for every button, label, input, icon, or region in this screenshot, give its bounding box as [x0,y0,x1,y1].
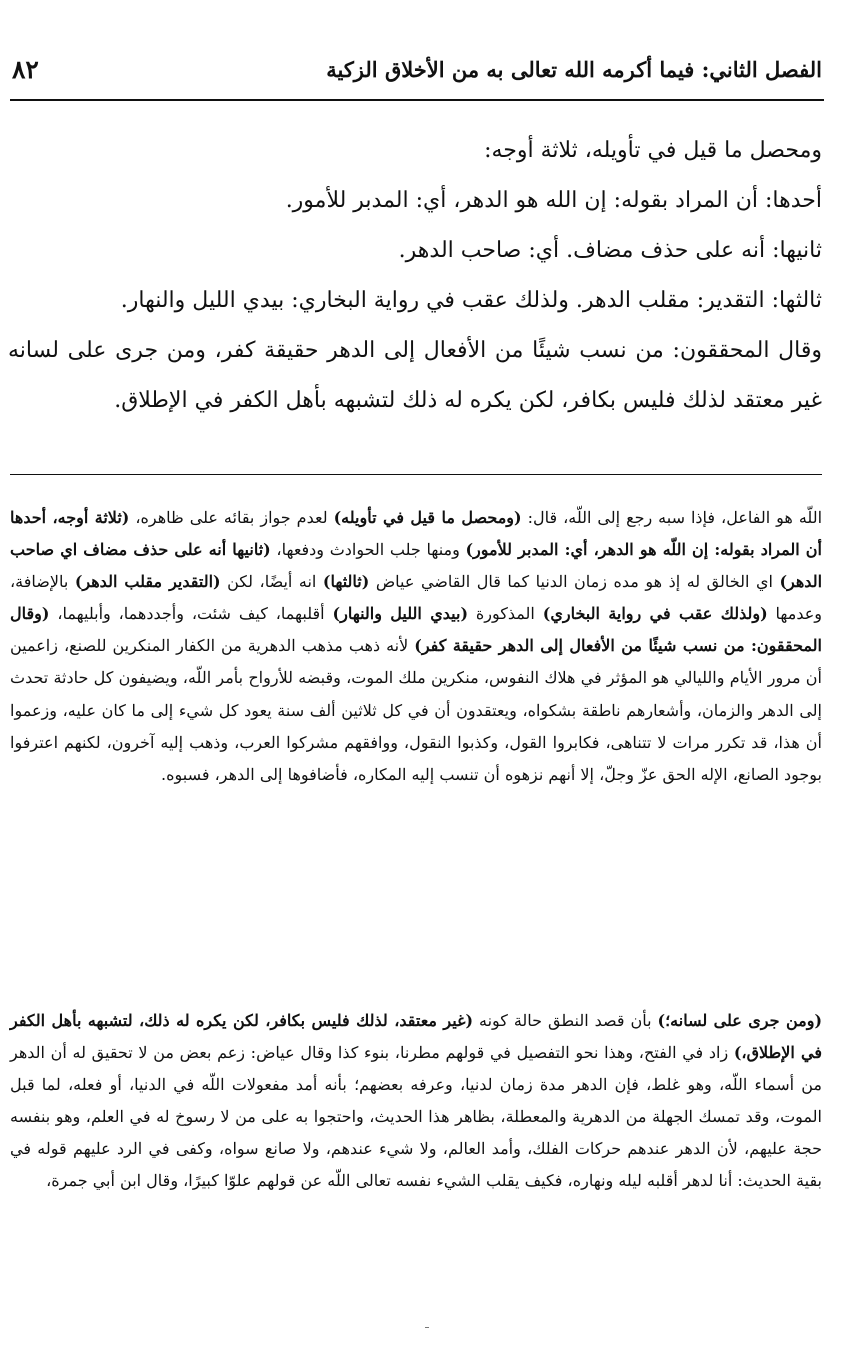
quoted-text: (وقال المحققون: من نسب شيئًا من الأفعال إلى الدهر حقيقة كفر) [10,604,823,656]
main-text-line: ومحصل ما قيل في تأويله، ثلاثة أوجه: [484,138,822,163]
main-text-line: أحدها: أن المراد بقوله: إن الله هو الدهر، أي: المدبر للأمور. [285,188,822,213]
commentary-text: أقلبهما، كيف شئت، وأجددهما، وأبليهما، [49,604,333,624]
page-header [12,55,822,95]
commentary-block [10,502,822,791]
main-text-line: ثانيها: أنه على حذف مضاف. أي: صاحب الدهر. [398,238,822,263]
commentary-text: ومنها جلب الحوادث ودفعها، [270,540,466,560]
quoted-text: (ثانيها أنه على حذف مضاف اي صاحب الدهر) [10,540,823,592]
commentary-paragraph [10,1005,822,1198]
main-text-line: ثالثها: التقدير: مقلب الدهر. ولذلك عقب في رواية البخاري: بيدي الليل والنهار. [120,288,822,313]
main-text [8,126,822,426]
header-rule [10,99,824,101]
quoted-text: (ثالثها) [322,572,370,592]
commentary-text: انه أيضًا، لكن [220,572,323,592]
quoted-text: (ثلاثة أوجه، أحدها أن المراد بقوله: إن اللّه هو الدهر، أي: المدبر للأمور) [10,508,823,560]
scan-speck [425,1327,429,1328]
commentary-text: زاد في الفتح، وهذا نحو التفصيل في قولهم مطرنا، بنوء كذا وقال عياض: زعم بعض من لا تحقيق له أن الدهر من أسماء اللّه، وهو غلط، فإن الدهر مدة زمان لدنيا، وعرفه بعضهم؛ بأنه أمد مفعولات اللّه في الدنيا، أو فعله، لما قبل الموت، وقد تمسك الجهلة من الدهرية والمعطلة، بظاهر هذا الحديث، واحتجوا به على من لا رسوخ له في العلم، وهو بنفسه حجة عليهم، لأن الدهر عندهم حركات الفلك، وأمد العالم، ولا شيء عندهم، ولا صانع سواه، وكفى في الرد عليهم قوله في بقية الحديث: أنا لدهر أقلبه ليله ونهاره، فكيف يقلب الشيء نفسه تعالى اللّه عن قولهم علوّا كبيرًا، وقال ابن أبي جمرة، [10,1043,823,1191]
page-number: ٨٢ [12,55,39,84]
quoted-text: (ومن جرى على لسانه؛) [657,1011,823,1030]
quoted-text: (ولذلك عقب في رواية البخاري) [542,604,768,624]
quoted-text: (غير معتقد، لذلك فليس بكافر، لكن يكره له ذلك، لتشبهه بأهل الكفر في الإطلاق،) [10,1011,823,1063]
commentary-text: بالإضافة، وعدمها [10,572,823,624]
commentary-text: لأنه ذهب مذهب الدهرية من الكفار المنكرين للصنع، زاعمين أن مرور الأيام والليالي هو المؤثر في هلاك النفوس، منكرين ملك الموت، وقبضه للأرواح بأمر اللّه، ويضيفون كل حادثة تحدث إلى الدهر والزمان، وأشعارهم ناطقة بشكواه، ويعتقدون أن في كل ثلاثين ألف سنة يعود كل شيء إلى ما كان عليه، وزعموا أن هذا، قد تكرر مرات لا تتناهى، فكابروا القول، وكذبوا النقول، ووافقهم مشركوا العرب، وذهب إليه آخرون، لكنهم اعترفوا بوجود الصانع، الإله الحق عزّ وجلّ، إلا أنهم نزهوه أن تنسب إليه المكاره، فأضافوها إلى الدهر، فسبوه. [10,636,822,784]
quoted-text: (التقدير مقلب الدهر) [74,572,221,592]
chapter-title: الفصل الثاني: فيما أكرمه الله تعالى به من الأخلاق الزكية [326,57,822,82]
commentary-text: المذكورة [468,604,543,624]
main-text-paragraph: وقال المحققون: من نسب شيئًا من الأفعال إلى الدهر حقيقة كفر، ومن جرى على لسانه غير معتقد لذلك فليس بكافر، لكن يكره له ذلك لتشبهه بأهل الكفر في الإطلاق. [8,338,822,413]
commentary-text: اللّه هو الفاعل، فإذا سبه رجع إلى اللّه، قال: [521,508,823,527]
commentary-paragraph [10,502,822,791]
commentary-text: اي الخالق له إذ هو مده زمان الدنيا كما قال القاضي عياض [369,572,780,592]
quoted-text: (بيدي الليل والنهار) [332,604,469,624]
commentary-text: بأن قصد النطق حالة كونه [473,1011,658,1030]
commentary-block [10,1005,822,1198]
section-divider [10,474,822,475]
commentary-text: لعدم جواز بقائه على ظاهره، [129,508,334,527]
quoted-text: (ومحصل ما قيل في تأويله) [333,508,522,527]
